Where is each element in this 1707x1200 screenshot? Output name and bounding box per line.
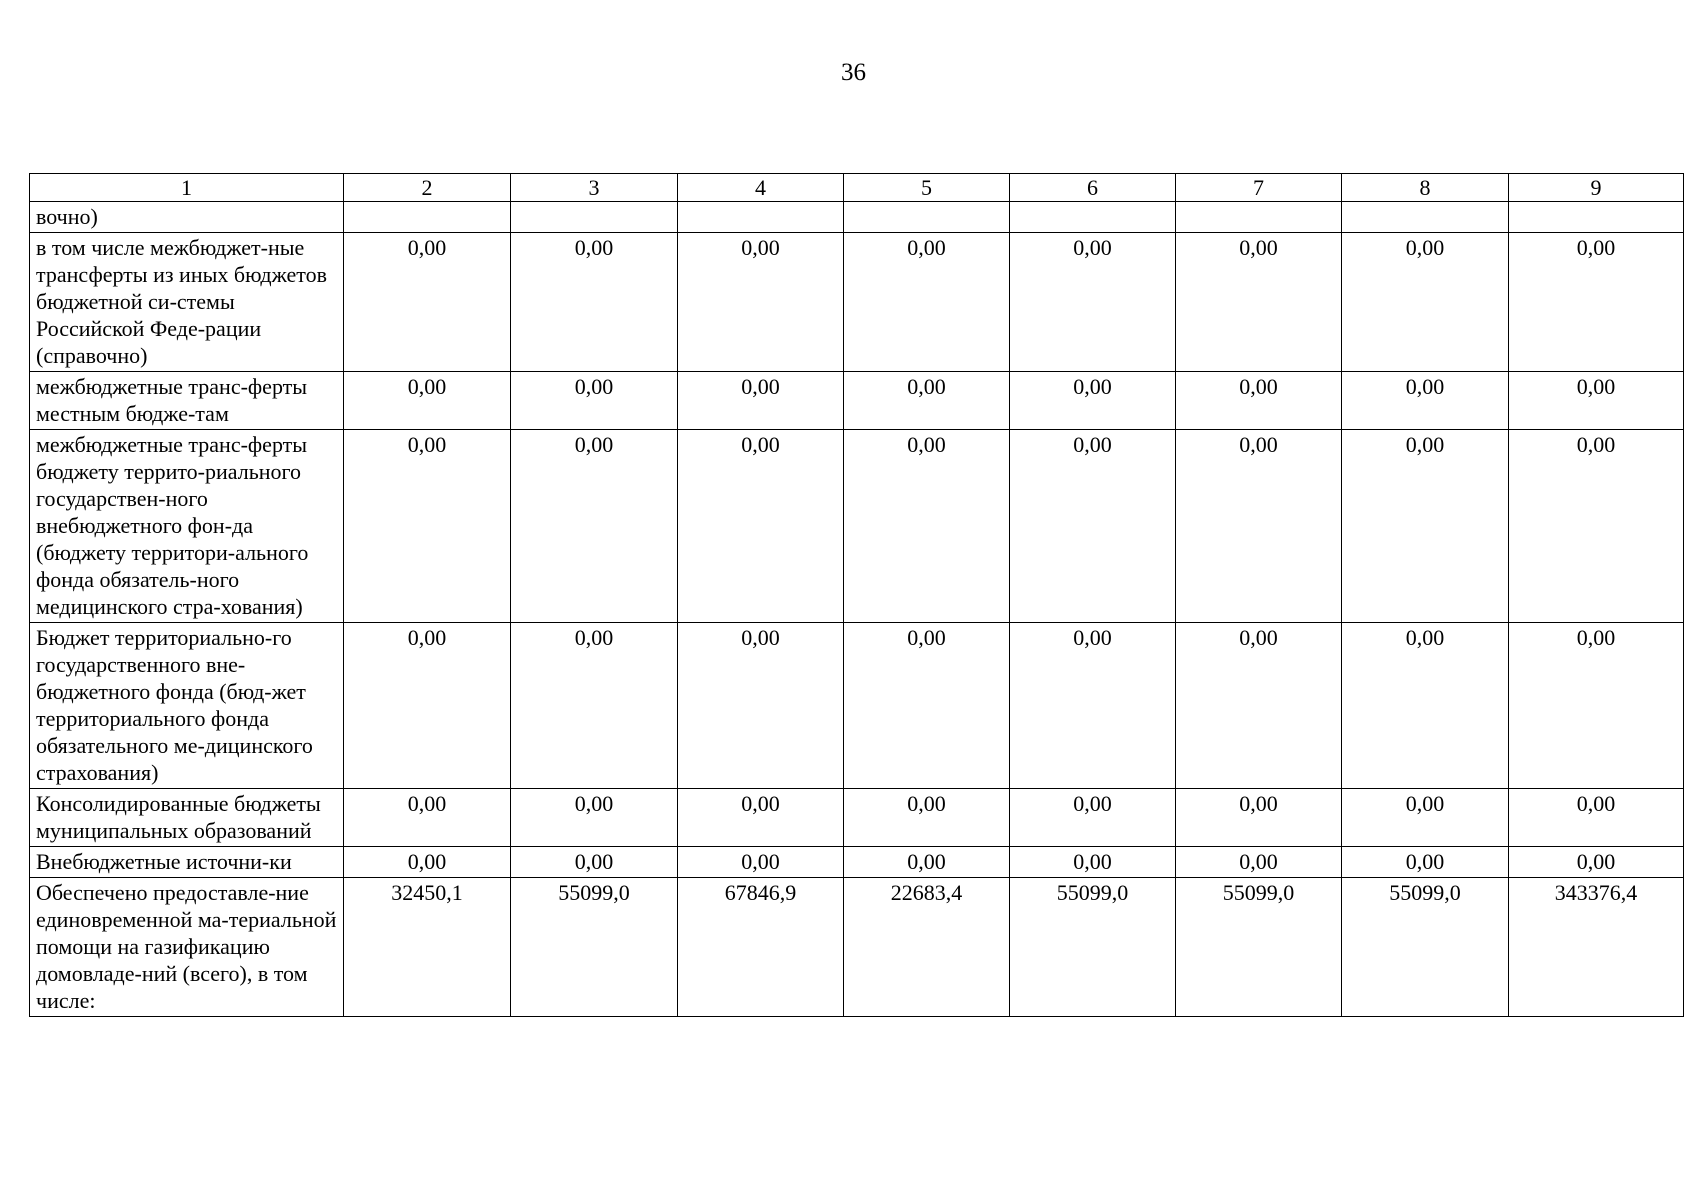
value-cell: 67846,9 xyxy=(678,878,844,1017)
value-cell: 32450,1 xyxy=(344,878,511,1017)
value-cell xyxy=(678,202,844,233)
value-cell: 55099,0 xyxy=(1010,878,1176,1017)
row-label: межбюджетные транс-ферты бюджету террито-риального государствен-ного внебюджетного фон-да (бюджету территори-ального фонда обязатель-ного медицинского стра-хования) xyxy=(30,430,344,623)
value-cell: 0,00 xyxy=(1509,430,1684,623)
row-label: межбюджетные транс-ферты местным бюдже-там xyxy=(30,372,344,430)
value-cell: 0,00 xyxy=(1176,789,1342,847)
value-cell: 0,00 xyxy=(678,233,844,372)
value-cell: 0,00 xyxy=(1010,847,1176,878)
value-cell: 0,00 xyxy=(511,847,678,878)
value-cell xyxy=(1342,202,1509,233)
value-cell: 0,00 xyxy=(1342,233,1509,372)
value-cell: 0,00 xyxy=(1509,789,1684,847)
table-row xyxy=(30,430,1684,623)
value-cell: 0,00 xyxy=(1342,847,1509,878)
value-cell: 0,00 xyxy=(511,430,678,623)
budget-table xyxy=(29,173,1684,1017)
table-row xyxy=(30,878,1684,1017)
value-cell: 0,00 xyxy=(511,623,678,789)
value-cell xyxy=(1509,202,1684,233)
value-cell: 55099,0 xyxy=(511,878,678,1017)
value-cell: 0,00 xyxy=(1010,623,1176,789)
row-label: Бюджет территориально-го государственного вне-бюджетного фонда (бюд-жет территориального фонда обязательного ме-дицинского страхования) xyxy=(30,623,344,789)
value-cell: 0,00 xyxy=(1176,847,1342,878)
value-cell: 0,00 xyxy=(511,233,678,372)
header-row xyxy=(30,174,1684,202)
value-cell: 0,00 xyxy=(344,847,511,878)
column-header: 5 xyxy=(844,174,1010,202)
value-cell: 0,00 xyxy=(678,372,844,430)
value-cell: 0,00 xyxy=(511,789,678,847)
value-cell: 0,00 xyxy=(1342,623,1509,789)
value-cell xyxy=(1176,202,1342,233)
value-cell: 343376,4 xyxy=(1509,878,1684,1017)
value-cell: 0,00 xyxy=(1509,847,1684,878)
table-row xyxy=(30,233,1684,372)
column-header: 6 xyxy=(1010,174,1176,202)
value-cell: 0,00 xyxy=(678,430,844,623)
value-cell: 0,00 xyxy=(1010,372,1176,430)
value-cell: 0,00 xyxy=(344,789,511,847)
value-cell: 0,00 xyxy=(844,847,1010,878)
value-cell: 0,00 xyxy=(1176,372,1342,430)
value-cell: 0,00 xyxy=(678,789,844,847)
value-cell: 0,00 xyxy=(344,623,511,789)
value-cell: 0,00 xyxy=(1342,372,1509,430)
table-row xyxy=(30,789,1684,847)
value-cell: 0,00 xyxy=(344,233,511,372)
value-cell: 0,00 xyxy=(344,430,511,623)
value-cell: 0,00 xyxy=(1509,372,1684,430)
value-cell: 22683,4 xyxy=(844,878,1010,1017)
value-cell: 0,00 xyxy=(678,623,844,789)
table-row xyxy=(30,372,1684,430)
value-cell: 0,00 xyxy=(1176,623,1342,789)
value-cell: 0,00 xyxy=(844,372,1010,430)
value-cell: 0,00 xyxy=(344,372,511,430)
value-cell: 0,00 xyxy=(1509,623,1684,789)
value-cell: 0,00 xyxy=(844,430,1010,623)
value-cell: 0,00 xyxy=(844,623,1010,789)
value-cell: 0,00 xyxy=(1176,430,1342,623)
row-label: Обеспечено предоставле-ние единовременной ма-териальной помощи на газификацию домовладе-ний (всего), в том числе: xyxy=(30,878,344,1017)
value-cell: 0,00 xyxy=(1010,233,1176,372)
value-cell: 0,00 xyxy=(1342,789,1509,847)
column-header: 4 xyxy=(678,174,844,202)
row-label: в том числе межбюджет-ные трансферты из иных бюджетов бюджетной си-стемы Российской Феде-рации (справочно) xyxy=(30,233,344,372)
value-cell: 0,00 xyxy=(678,847,844,878)
column-header: 9 xyxy=(1509,174,1684,202)
value-cell: 0,00 xyxy=(511,372,678,430)
value-cell: 0,00 xyxy=(1010,789,1176,847)
value-cell: 55099,0 xyxy=(1176,878,1342,1017)
value-cell: 0,00 xyxy=(1509,233,1684,372)
table-row xyxy=(30,847,1684,878)
value-cell xyxy=(844,202,1010,233)
value-cell: 0,00 xyxy=(1342,430,1509,623)
column-header: 3 xyxy=(511,174,678,202)
row-label: Консолидированные бюджеты муниципальных образований xyxy=(30,789,344,847)
value-cell: 55099,0 xyxy=(1342,878,1509,1017)
column-header: 8 xyxy=(1342,174,1509,202)
value-cell: 0,00 xyxy=(844,789,1010,847)
column-header: 2 xyxy=(344,174,511,202)
value-cell xyxy=(344,202,511,233)
value-cell xyxy=(511,202,678,233)
page-number: 36 xyxy=(841,59,866,86)
value-cell: 0,00 xyxy=(1176,233,1342,372)
table-row xyxy=(30,202,1684,233)
table-row xyxy=(30,623,1684,789)
row-label: Внебюджетные источни-ки xyxy=(30,847,344,878)
column-header: 7 xyxy=(1176,174,1342,202)
row-label: вочно) xyxy=(30,202,344,233)
column-header: 1 xyxy=(30,174,344,202)
value-cell xyxy=(1010,202,1176,233)
value-cell: 0,00 xyxy=(1010,430,1176,623)
value-cell: 0,00 xyxy=(844,233,1010,372)
